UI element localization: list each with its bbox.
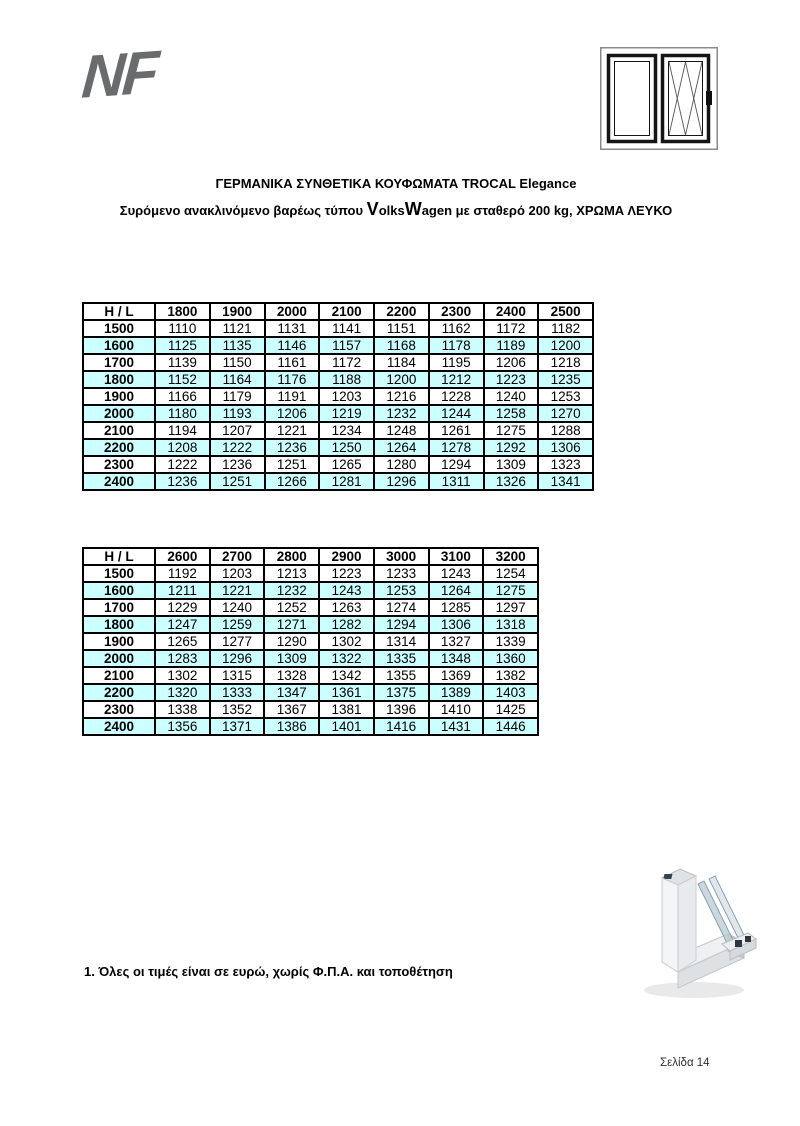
price-cell: 1361 [319, 684, 374, 701]
row-header-cell: 1600 [83, 337, 155, 354]
table-header-cell: 3000 [374, 548, 429, 565]
price-cell: 1275 [483, 582, 538, 599]
price-cell: 1352 [210, 701, 265, 718]
price-cell: 1403 [483, 684, 538, 701]
price-cell: 1314 [374, 633, 429, 650]
price-cell: 1311 [429, 473, 484, 490]
row-header-cell: 2100 [83, 667, 155, 684]
price-cell: 1141 [319, 320, 374, 337]
table-header-cell: 2500 [538, 303, 593, 320]
price-cell: 1176 [265, 371, 320, 388]
table-header-row [83, 303, 593, 320]
price-cell: 1164 [210, 371, 265, 388]
price-cell: 1162 [429, 320, 484, 337]
table-header-cell: 2800 [264, 548, 319, 565]
price-cell: 1240 [210, 599, 265, 616]
price-cell: 1339 [483, 633, 538, 650]
price-cell: 1328 [264, 667, 319, 684]
price-cell: 1203 [210, 565, 265, 582]
price-cell: 1218 [538, 354, 593, 371]
price-cell: 1381 [319, 701, 374, 718]
price-cell: 1271 [264, 616, 319, 633]
subtitle-post: με σταθερό 200 kg, ΧΡΩΜΑ ΛΕΥΚΟ [452, 203, 673, 218]
price-cell: 1297 [483, 599, 538, 616]
price-cell: 1302 [155, 667, 210, 684]
company-logo: NF [79, 38, 159, 111]
table-row [83, 371, 593, 388]
table-row [83, 456, 593, 473]
price-cell: 1252 [264, 599, 319, 616]
price-cell: 1233 [374, 565, 429, 582]
price-cell: 1369 [429, 667, 484, 684]
price-cell: 1446 [483, 718, 538, 735]
price-cell: 1296 [374, 473, 429, 490]
row-header-cell: 1600 [83, 582, 155, 599]
price-cell: 1275 [484, 422, 539, 439]
row-header-cell: 1800 [83, 371, 155, 388]
table-header-cell: 2300 [429, 303, 484, 320]
subtitle-volks: olks [378, 203, 405, 218]
price-cell: 1211 [155, 582, 210, 599]
price-cell: 1320 [155, 684, 210, 701]
subtitle-pre: Συρόμενο ανακλινόμενο βαρέως τύπου [119, 203, 367, 218]
price-cell: 1236 [155, 473, 210, 490]
price-cell: 1270 [538, 405, 593, 422]
price-cell: 1207 [210, 422, 265, 439]
price-cell: 1263 [319, 599, 374, 616]
price-cell: 1222 [155, 456, 210, 473]
table-header-cell: 2000 [265, 303, 320, 320]
price-cell: 1110 [155, 320, 210, 337]
price-cell: 1347 [264, 684, 319, 701]
price-cell: 1285 [429, 599, 484, 616]
price-cell: 1248 [374, 422, 429, 439]
price-cell: 1342 [319, 667, 374, 684]
price-cell: 1206 [265, 405, 320, 422]
price-cell: 1431 [429, 718, 484, 735]
table-header-cell: 1900 [210, 303, 265, 320]
profile-corner-photo [622, 856, 772, 1006]
price-cell: 1416 [374, 718, 429, 735]
profile-vertical-member [662, 869, 696, 972]
price-cell: 1232 [264, 582, 319, 599]
price-cell: 1213 [264, 565, 319, 582]
price-cell: 1221 [210, 582, 265, 599]
price-cell: 1290 [264, 633, 319, 650]
price-cell: 1382 [483, 667, 538, 684]
document-title: ΓΕΡΜΑΝΙΚΑ ΣΥΝΘΕΤΙΚΑ ΚΟΥΦΩΜΑΤΑ TROCAL Elegance [215, 176, 577, 191]
row-header-cell: 1900 [83, 388, 155, 405]
price-cell: 1222 [210, 439, 265, 456]
price-cell: 1208 [155, 439, 210, 456]
window-diagram-icon [600, 47, 718, 150]
price-cell: 1228 [429, 388, 484, 405]
price-cell: 1294 [429, 456, 484, 473]
price-cell: 1264 [429, 582, 484, 599]
price-cell: 1240 [484, 388, 539, 405]
price-cell: 1327 [429, 633, 484, 650]
subtitle-w-cap: W [404, 199, 422, 219]
row-header-cell: 2300 [83, 456, 155, 473]
price-cell: 1179 [210, 388, 265, 405]
price-cell: 1191 [265, 388, 320, 405]
price-cell: 1172 [319, 354, 374, 371]
table-header-cell: 2200 [374, 303, 429, 320]
price-cell: 1261 [429, 422, 484, 439]
table-row [83, 684, 538, 701]
price-cell: 1253 [538, 388, 593, 405]
table-row [83, 650, 538, 667]
table-row [83, 422, 593, 439]
window-sash-pane [663, 56, 709, 142]
price-cell: 1258 [484, 405, 539, 422]
table-row [83, 616, 538, 633]
price-cell: 1244 [429, 405, 484, 422]
row-header-cell: 1800 [83, 616, 155, 633]
table-header-row [83, 548, 538, 565]
price-cell: 1264 [374, 439, 429, 456]
price-cell: 1131 [265, 320, 320, 337]
price-cell: 1180 [155, 405, 210, 422]
price-cell: 1315 [210, 667, 265, 684]
price-cell: 1386 [264, 718, 319, 735]
price-cell: 1232 [374, 405, 429, 422]
price-note: 1. Όλες οι τιμές είναι σε ευρώ, χωρίς Φ.Π.Α. και τοποθέτηση [84, 964, 453, 979]
price-cell: 1277 [210, 633, 265, 650]
price-cell: 1288 [538, 422, 593, 439]
subtitle-v-cap: V [366, 199, 379, 219]
price-cell: 1360 [483, 650, 538, 667]
price-cell: 1182 [538, 320, 593, 337]
row-header-cell: 1700 [83, 354, 155, 371]
page-number: Σελίδα 14 [660, 1057, 710, 1069]
price-cell: 1326 [484, 473, 539, 490]
price-cell: 1216 [374, 388, 429, 405]
table-row [83, 473, 593, 490]
price-cell: 1135 [210, 337, 265, 354]
table-header-cell: 2600 [155, 548, 210, 565]
price-cell: 1161 [265, 354, 320, 371]
price-cell: 1193 [210, 405, 265, 422]
price-cell: 1152 [155, 371, 210, 388]
price-cell: 1236 [210, 456, 265, 473]
price-cell: 1203 [319, 388, 374, 405]
price-cell: 1243 [319, 582, 374, 599]
price-cell: 1410 [429, 701, 484, 718]
price-cell: 1229 [155, 599, 210, 616]
price-cell: 1282 [319, 616, 374, 633]
table-row [83, 582, 538, 599]
price-cell: 1323 [538, 456, 593, 473]
row-header-cell: 2100 [83, 422, 155, 439]
price-cell: 1150 [210, 354, 265, 371]
price-cell: 1151 [374, 320, 429, 337]
price-cell: 1243 [429, 565, 484, 582]
price-cell: 1341 [538, 473, 593, 490]
table-header-cell: 3200 [483, 548, 538, 565]
price-cell: 1266 [265, 473, 320, 490]
price-table-widths-1800-2500 [82, 302, 594, 491]
row-header-cell: 2000 [83, 650, 155, 667]
price-cell: 1253 [374, 582, 429, 599]
table-row [83, 439, 593, 456]
price-cell: 1371 [210, 718, 265, 735]
price-cell: 1306 [429, 616, 484, 633]
price-cell: 1146 [265, 337, 320, 354]
price-cell: 1234 [319, 422, 374, 439]
price-cell: 1389 [429, 684, 484, 701]
price-cell: 1335 [374, 650, 429, 667]
price-cell: 1401 [319, 718, 374, 735]
table-row [83, 718, 538, 735]
document-subtitle [0, 198, 792, 222]
price-cell: 1178 [429, 337, 484, 354]
price-cell: 1425 [483, 701, 538, 718]
price-cell: 1139 [155, 354, 210, 371]
profile-glass-panes [698, 876, 745, 945]
table-header-cell: H / L [83, 548, 155, 565]
table-header-cell: H / L [83, 303, 155, 320]
row-header-cell: 1500 [83, 565, 155, 582]
price-cell: 1235 [538, 371, 593, 388]
table-row [83, 354, 593, 371]
table-header-cell: 2700 [210, 548, 265, 565]
price-cell: 1121 [210, 320, 265, 337]
price-cell: 1338 [155, 701, 210, 718]
price-cell: 1355 [374, 667, 429, 684]
price-cell: 1195 [429, 354, 484, 371]
price-cell: 1274 [374, 599, 429, 616]
price-cell: 1200 [374, 371, 429, 388]
price-cell: 1166 [155, 388, 210, 405]
table-header-cell: 3100 [429, 548, 484, 565]
table-row [83, 565, 538, 582]
table-row [83, 320, 593, 337]
price-cell: 1247 [155, 616, 210, 633]
price-cell: 1206 [484, 354, 539, 371]
price-cell: 1322 [319, 650, 374, 667]
price-cell: 1309 [264, 650, 319, 667]
price-cell: 1302 [319, 633, 374, 650]
table-row [83, 633, 538, 650]
price-cell: 1184 [374, 354, 429, 371]
table-row [83, 405, 593, 422]
row-header-cell: 2000 [83, 405, 155, 422]
price-cell: 1251 [210, 473, 265, 490]
price-cell: 1265 [319, 456, 374, 473]
price-cell: 1172 [484, 320, 539, 337]
price-cell: 1188 [319, 371, 374, 388]
price-cell: 1280 [374, 456, 429, 473]
price-cell: 1356 [155, 718, 210, 735]
window-fixed-pane [609, 56, 656, 142]
row-header-cell: 1700 [83, 599, 155, 616]
price-cell: 1259 [210, 616, 265, 633]
price-cell: 1292 [484, 439, 539, 456]
row-header-cell: 1500 [83, 320, 155, 337]
price-cell: 1212 [429, 371, 484, 388]
table-header-cell: 1800 [155, 303, 210, 320]
price-cell: 1283 [155, 650, 210, 667]
price-cell: 1125 [155, 337, 210, 354]
table-header-cell: 2100 [319, 303, 374, 320]
price-cell: 1221 [265, 422, 320, 439]
price-cell: 1306 [538, 439, 593, 456]
table-header-cell: 2400 [484, 303, 539, 320]
price-cell: 1236 [265, 439, 320, 456]
table-row [83, 337, 593, 354]
subtitle-wagen: agen [421, 203, 453, 218]
price-cell: 1278 [429, 439, 484, 456]
price-cell: 1318 [483, 616, 538, 633]
price-cell: 1189 [484, 337, 539, 354]
price-cell: 1192 [155, 565, 210, 582]
window-handle [706, 91, 712, 105]
price-cell: 1250 [319, 439, 374, 456]
price-cell: 1219 [319, 405, 374, 422]
table-row [83, 599, 538, 616]
table-header-cell: 2900 [319, 548, 374, 565]
price-cell: 1296 [210, 650, 265, 667]
row-header-cell: 2200 [83, 439, 155, 456]
price-cell: 1367 [264, 701, 319, 718]
row-header-cell: 2400 [83, 473, 155, 490]
price-cell: 1223 [484, 371, 539, 388]
price-cell: 1309 [484, 456, 539, 473]
price-cell: 1168 [374, 337, 429, 354]
row-header-cell: 2400 [83, 718, 155, 735]
price-cell: 1157 [319, 337, 374, 354]
price-cell: 1333 [210, 684, 265, 701]
price-cell: 1223 [319, 565, 374, 582]
price-cell: 1265 [155, 633, 210, 650]
table-row [83, 388, 593, 405]
price-cell: 1200 [538, 337, 593, 354]
price-cell: 1281 [319, 473, 374, 490]
profile-shadow [644, 982, 744, 998]
price-cell: 1375 [374, 684, 429, 701]
price-cell: 1348 [429, 650, 484, 667]
price-cell: 1194 [155, 422, 210, 439]
row-header-cell: 2300 [83, 701, 155, 718]
table-row [83, 667, 538, 684]
price-cell: 1294 [374, 616, 429, 633]
price-cell: 1254 [483, 565, 538, 582]
row-header-cell: 1900 [83, 633, 155, 650]
price-cell: 1251 [265, 456, 320, 473]
price-table-widths-2600-3200 [82, 547, 539, 736]
row-header-cell: 2200 [83, 684, 155, 701]
price-cell: 1396 [374, 701, 429, 718]
table-row [83, 701, 538, 718]
